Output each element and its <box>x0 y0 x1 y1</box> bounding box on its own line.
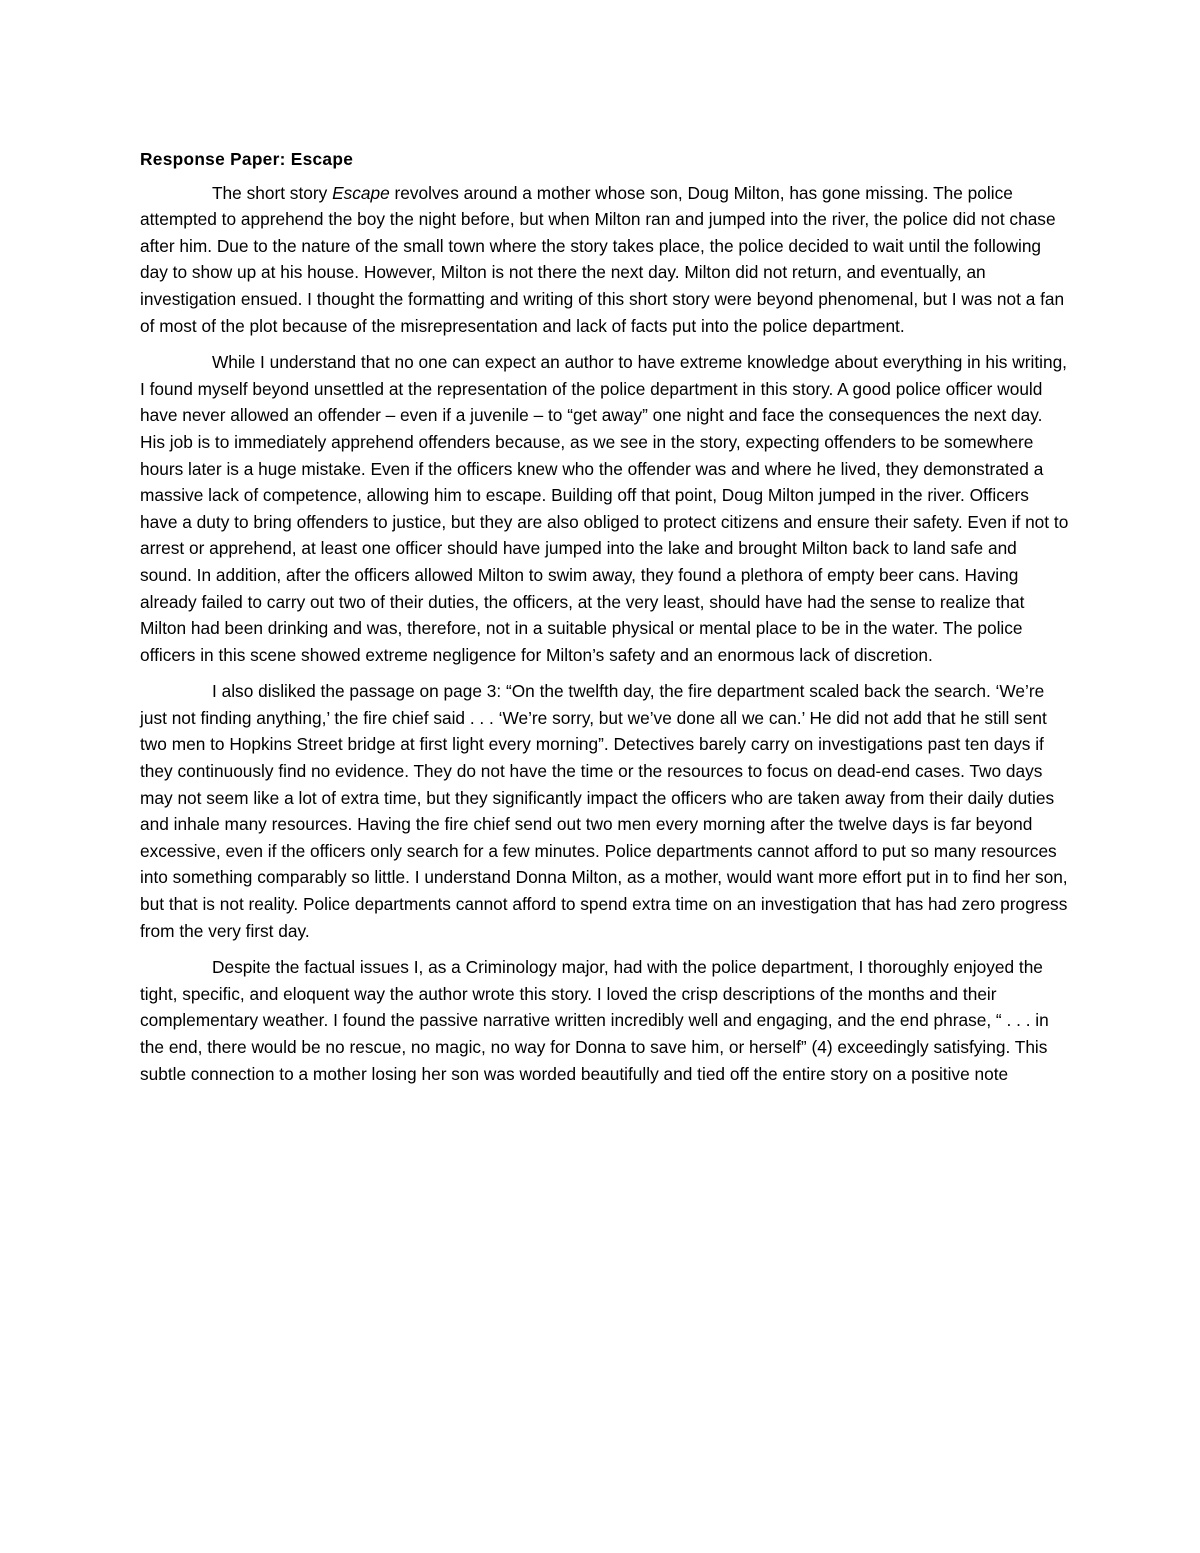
paragraph-1-body: revolves around a mother whose son, Doug Milton, has gone missing. The police attempted to apprehend the boy the night before, but when Milton ran and jumped into the river, the police did not chase after him. Due to the nature of the small town where the story takes place, the police decided to wait until the following day to show up at his house. However, Milton is not there the next day. Milton did not return, and eventually, an investigation ensued. I thought the formatting and writing of this short story were beyond phenomenal, but I was not a fan of most of the plot because of the misrepresentation and lack of facts put into the police department. <box>140 182 1065 336</box>
story-title-italic: Escape <box>332 182 390 203</box>
paragraph-2: While I understand that no one can expect an author to have extreme knowledge about everything in his writing, I found myself beyond unsettled at the representation of the police department in this story. A good police officer would have never allowed an offender – even if a juvenile – to “get away” one night and face the consequences the next day. His job is to immediately apprehend offenders because, as we see in the story, expecting offenders to be somewhere hours later is a huge mistake. Even if the officers knew who the offender was and where he lived, they demonstrated a massive lack of competence, allowing him to escape. Building off that point, Doug Milton jumped in the river. Officers have a duty to bring offenders to justice, but they are also obliged to protect citizens and ensure their safety. Even if not to arrest or apprehend, at least one officer should have jumped into the lake and brought Milton back to land safe and sound. In addition, after the officers allowed Milton to swim away, they found a plethora of empty beer cans. Having already failed to carry out two of their duties, the officers, at the very least, should have had the sense to realize that Milton had been drinking and was, therefore, not in a suitable physical or mental place to be in the water. The police officers in this scene showed extreme negligence for Milton’s safety and an enormous lack of discretion. <box>140 352 1069 665</box>
paragraph-1-intro: The short story <box>212 182 333 203</box>
document-page <box>140 146 1070 1097</box>
paragraph-1 <box>140 180 1070 340</box>
paragraph-3: I also disliked the passage on page 3: “On the twelfth day, the fire department scaled back the search. ‘We’re just not finding anything,’ the fire chief said . . . ‘We’re sorry, but we’ve done all we can.’ He did not add that he still sent two men to Hopkins Street bridge at first light every morning”. Detectives barely carry on investigations past ten days if they continuously find no evidence. They do not have the time or the resources to focus on dead-end cases. Two days may not seem like a lot of extra time, but they significantly impact the officers who are taken away from their daily duties and inhale many resources. Having the fire chief send out two men every morning after the twelve days is far beyond excessive, even if the officers only search for a few minutes. Police departments cannot afford to put so many resources into something comparably so little. I understand Donna Milton, as a mother, would want more effort put in to find her son, but that is not reality. Police departments cannot afford to spend extra time on an investigation that has had zero progress from the very first day. <box>140 681 1068 941</box>
paragraph-4: Despite the factual issues I, as a Criminology major, had with the police department, I thoroughly enjoyed the tight, specific, and eloquent way the author wrote this story. I loved the crisp descriptions of the months and their complementary weather. I found the passive narrative written incredibly well and engaging, and the end phrase, “ . . . in the end, there would be no rescue, no magic, no way for Donna to save him, or herself” (4) exceedingly satisfying. This subtle connection to a mother losing her son was worded beautifully and tied off the entire story on a positive note <box>140 957 1049 1084</box>
document-title: Response Paper: Escape <box>140 149 354 169</box>
